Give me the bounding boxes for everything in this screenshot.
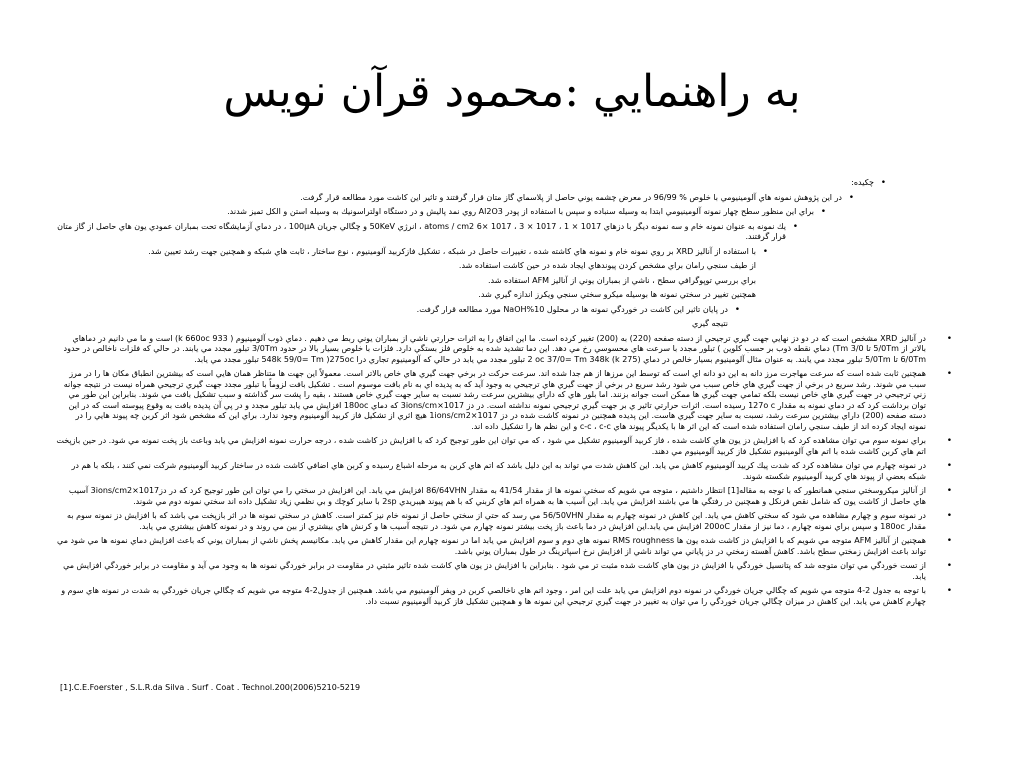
- summary-item: [56, 192, 854, 204]
- bullet-dot: •: [734, 304, 740, 315]
- summary-item-text: در اين پژوهش نمونه هاي آلومينيومي با خلوص % 96/99 در معرض چشمه يوني حاصل از پلاسماي گاز متان قرار گرفتند و تاثير اين كاشت مورد مطالعه قرار گرفت.: [300, 192, 842, 202]
- result-paragraph: [56, 486, 952, 507]
- bullet-dot: •: [946, 536, 952, 546]
- bullet-dot: •: [946, 586, 952, 596]
- bullet-dot: •: [946, 369, 952, 379]
- bullet-dot: •: [946, 561, 952, 571]
- bullet-dot: •: [946, 486, 952, 496]
- conclusion-heading: [56, 319, 728, 330]
- result-text: از آناليز ميكروسختي سنجي همانطور كه با توجه به مقاله[1] انتظار داشتيم ، متوجه مي شويم كه سختي نمونه ها از مقدار 41/54 به مقدار 86/64VHN افزايش مي يابد. اين افزايش در سختي را مي توان اين طور توجيح كرد كه در دز1017×3ions/cm2 آسيب هاي حاصل از كاشت يون كه شامل نقص فرنكل و همچنين در رفتگي ها مي باشند افزايش مي يابد. اين آسيب ها به همراه اتم هاي كربني كه با هم پيوند هيبريدي 2sp با ساير كوچك و بي نظمي زياد تشكيل داده اند سختي نمونه دوم مي شوند.: [68, 486, 926, 506]
- result-paragraph: [56, 561, 952, 582]
- reference-citation: [1].C.E.Foerster , S.L.R.da Silva . Surf . Coat . Technol.200(2006)5210-5219: [60, 683, 361, 692]
- conclusion-heading-text: نتيجه گيري: [692, 319, 728, 328]
- summary-heading-item: [56, 178, 886, 189]
- bullet-list: [56, 178, 986, 611]
- summary-item: [56, 246, 768, 258]
- summary-item: [56, 304, 740, 316]
- result-text: در نمونه سوم و چهارم مشاهده مي شود كه سختي كاهش مي يابد. اين كاهش در نمونه چهارم به مقدار 56/50VHN مي رسد كه حتي از سختي حاصل از نمونه خام نيز كمتر است. كاهش در سختي نمونه ها در اثر بازپخت مي باشد كه با افزايش دز نمونه سوم به مقدار 180oc و سپس براي نمونه چهارم ، دما نيز از مقدار 200oC افزايش مي يابد.اين افزايش در دما باعث باز پخت بيشتر نمونه چهارم مي شود. در نتيجه آسيب ها و كرنش هاي بيشتري از بين مي روند و در نمونه كاهش بيشتري مي يابد.: [67, 511, 926, 531]
- bullet-dot: •: [946, 436, 952, 446]
- result-paragraph: [56, 536, 952, 557]
- result-paragraph: [56, 436, 952, 457]
- summary-item-text: براي اين منظور سطح چهار نمونه آلومينيومي ابتدا به وسيله سنباده و سپس با استفاده از پودر Al2O3 روي نمد پاليش و در دستگاه اولتراسونيك به وسيله استن و الكل تميز شدند.: [227, 207, 814, 216]
- result-text: با توجه به جدول 2-4 متوجه مي شويم كه چگالي جريان خوردگي در نمونه دوم افزايش مي يابد علت اين امر ، وجود اتم هاي ناخالصي كربن در ويفر آلومينيوم مي باشد. همچنين از جدول2-4 متوجه مي شويم كه چگالي جريان خوردگي به شدت در نمونه هاي سوم و چهارم كاهش مي يابد. اين كاهش در ميزان چگالي جريان خوردگي را مي توان به تغيير در جهت گيري ترجيحي اين نمونه ها و همچنين تشكيل فاز كربيد آلومينيوم نسبت داد.: [61, 586, 926, 606]
- summary-heading: چكيده:: [851, 178, 874, 187]
- result-text: در آناليز XRD مشخص است كه در دو دز نهايي جهت گيري ترجيحي از دسته صفحه (220) به (200) تغيير كرده است. ما اين اتفاق را به اثرات حرارتي ناشي از بمباران يوني ربط مي دهيم . دماي ذوب آلومينيوم ( 933 k 660oc) است و ما مي دانيم در دماهاي بالاتر از 5/0Tm تا 3/0 Tm) دماي نقطه ذوب بر حسب كلوين ) تبلور مجدد با سرعت هاي محسوسي رخ مي دهد. اين دما تشديد شده به خلوص فلز بستگي دارد. فلزات با خلوص بسيار بالا در حدود 3/0Tm تبلور مجدد مي يابند. در حالي كه فلزات ناخالص در حدود 6/0Tm تا 5/0Tm تبلور مجدد مي يابند. به عنوان مثال آلومينيوم بسيار خالص در دماي (275 k) 2 oc 37/0= Tm 348k تبلور مجدد مي يابد در حالي كه آلومينيوم تجاري درا 548k 59/0= Tm )275oc تبلور مجدد مي يابد.: [63, 333, 926, 364]
- bullet-dot: •: [820, 207, 826, 217]
- summary-item-text: با استفاده از آناليز XRD بر روي نمونه خام و نمونه هاي كاشته شده ، تغييرات حاصل در شبكه ، تشكيل فازكربيد آلومينيوم ، نوع ساختار ، ثابت هاي شبكه و همچنين جهت رشد تعيين شد.: [148, 246, 756, 256]
- bullet-dot: •: [762, 246, 768, 257]
- result-paragraph: [56, 511, 952, 532]
- summary-item: [56, 276, 756, 287]
- summary-item-text: براي بررسي توپوگرافي سطح ، ناشي از بمباران يوني از آناليز AFM استفاده شد.: [487, 275, 756, 285]
- summary-item-text: همچنين تغيير در سختي نمونه ها بوسيله ميكرو سختي سنجي ويكرز اندازه گيري شد.: [478, 290, 756, 299]
- result-text: همچنين از آناليز AFM متوجه مي شويم كه با افزايش دز كاشت شده يون ها RMS roughness نمونه هاي دوم و سوم افزايش مي يابد اما در نمونه چهارم اين مقدار كاهش مي يابد. مكانيسم پخش ناشي از بمباران يوني كه باعث افزايش دماي نمونه ها مي شود مي تواند باعث افزايش زمختي سطح باشد. كاهش آهسته زمختي در دز پاياني مي تواند ناشي از افزايش نرخ اسپاترينگ در طول بمباران يوني باشد.: [57, 536, 926, 556]
- bullet-dot: •: [792, 221, 798, 232]
- summary-item: [56, 290, 756, 301]
- bullet-dot: •: [946, 333, 952, 344]
- result-text: براي نمونه سوم مي توان مشاهده كرد كه با افزايش دز يون هاي كاشت شده ، فاز كربيد آلومينيوم تشكيل مي شود ، كه مي توان اين طور توجيح كرد كه با افزايش دز كاشت شده ، درجه حرارت نمونه افزايش مي يابد وباعث باز پخت نمونه مي شود. در حين بازپخت اتم هاي كربن كاشت شده با اتم هاي آلومينيوم تشكيل فاز كربيد آلومينيوم مي دهند.: [56, 436, 926, 456]
- result-text: در نمونه چهارم مي توان مشاهده كرد كه شدت پيك كربيد آلومينيوم كاهش مي يابد. اين كاهش شدت مي تواند به اين دليل باشد كه اتم هاي كربن به مرحله اشباع رسيده و كربن هاي اضافي كاشت شده در ساختار كربيد آلومينيوم شركت نمي كنند ، بلكه با هم در شبكه بعضي از پيوند هاي كربيد آلومينيوم شكسته شوند.: [71, 461, 926, 481]
- summary-item-text: در پايان تاثير اين كاشت در خوردگي نمونه ها در محلول NaOH%10 مورد مطالعه قرار گرفت.: [416, 304, 728, 314]
- slide-title: به راهنمايي :محمود قرآن نويس: [223, 66, 801, 117]
- summary-item: [56, 221, 798, 243]
- bullet-dot: •: [946, 511, 952, 521]
- bullet-dot: •: [848, 192, 854, 203]
- bullet-dot: •: [880, 178, 886, 188]
- summary-item-text: يك نمونه به عنوان نمونه خام و سه نمونه ديگر با دزهاي 1017 × 1 ، 1017 × 3 ، 1017 ×6 atoms / cm2 ، انرژي 50KeV و چگالي جريان 100µA ، در دماي آزمايشگاه تحت بمباران عمودي يون هاي حاصل از گاز متان قرار گرفتند.: [57, 221, 786, 241]
- result-paragraph: [56, 369, 952, 432]
- result-text: همچنين ثابت شده است كه سرعت مهاجرت مرز دانه به اين دو دانه اي است كه توسط اين مرزها از هم جدا شده اند. سرعت حركت در برخي جهت گيري هاي خاص بالاتر است. معمولاً اين جهت ها متناظر همان هايي است كه بيشترين انطباق مكان ها را در مرز سبب مي شوند. رشد سريع در برخي از جهت گيري هاي خاص سبب مي شود رشد سريع در برخي از جهت گيري هاي ترجيحي به وجود آيد كه به پديده اي به نام بافت موسوم است . تشكيل بافت لزوماً با تبلور مجدد جهت گيري ترجيحي همراه نيست در نتيجه جوانه زني ترجيحي در جهت گيري هاي خاص نيست بلكه تمامي جهت گيري ها ممكن است جوانه بزنند. اما بلور هاي كه داراي بيشترين سرعت رشد نسبت به ساير جهت گيري خاص هستند ، بقيه را پشت سر گذاشته و سبب تشكيل بافت مي شوند. بنابراين اين طور مي توان برداشت كرد كه در دماي نمونه به مقدار 127o c رسيده است. اثرات حرارتي تاثير ي بر جهت گيري ترجيحي نمونه نداشته است. در دز 1017×3ions/cm كه دماي 180oc افزايش مي يابد تبلور مجدد و در پي آن پديده بافت به وقوع پيوسته است كه در اين دسته صفحه (200) داراي بيشترين سرعت رشد، نسبت به ساير جهت گيري هاست. اين پديده همچنين در نمونه كاشت شده در دز 1017×1ions/cm2 هيچ اثري از تشكيل فاز كربيد آلومينيوم وجود ندارد. براي اين كه مشخص شود اثر كربن چه پيوند هايي را در نمونه ايجاد كرده اند از طيف سنجي رامان استفاده شده است كه اين اثر ها با يكديگر پيوند هاي c-c ، c-c و اين نظم ها را تشكيل داده اند.: [63, 369, 926, 431]
- result-paragraph: [56, 333, 952, 366]
- summary-item: [56, 207, 826, 218]
- result-text: از تست خوردگي مي توان متوجه شد كه پتانسيل خوردگي با افزايش دز يون هاي كاشت شده مثبت تر مي شود . بنابراين با افزايش دز يون هاي كاشت شده تاثير مثبتي در مقاومت در برابر خوردگي نمونه ها به وجود مي آيد و مقاومت در برابر خوردگي افزايش مي يابد.: [63, 561, 926, 581]
- summary-item: [56, 261, 756, 272]
- result-paragraph: [56, 461, 952, 482]
- bullet-dot: •: [946, 461, 952, 471]
- result-paragraph: [56, 586, 952, 607]
- summary-item-text: از طيف سنجي رامان براي مشخص كردن پيوندهاي ايجاد شده در حين كاشت استفاده شد.: [458, 261, 756, 270]
